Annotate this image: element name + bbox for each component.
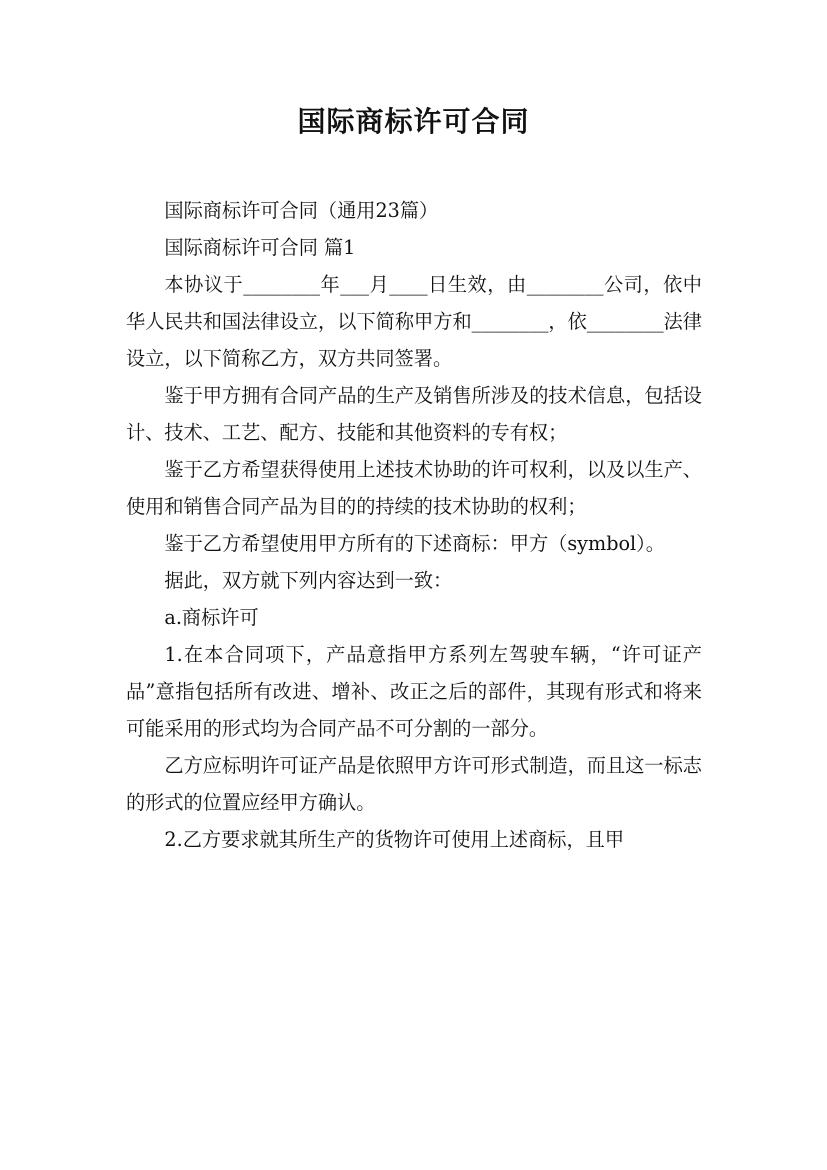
recital-technical-info: 鉴于甲方拥有合同产品的生产及销售所涉及的技术信息，包括设计、技术、工艺、配方、技能和其他资料的专有权； xyxy=(126,384,702,444)
agreement-statement: 据此，双方就下列内容达到一致： xyxy=(164,569,453,592)
recital-technical-assistance: 鉴于乙方希望获得使用上述技术协助的许可权利，以及以生产、使用和销售合同产品为目的的持续的技术协助的权利； xyxy=(126,458,702,518)
clause-1: 1.在本合同项下，产品意指甲方系列左驾驶车辆，“许可证产品”意指包括所有改进、增补、改正之后的部件，其现有形式和将来可能采用的形式均为合同产品不可分割的一部分。 xyxy=(126,643,702,740)
recital-trademark: 鉴于乙方希望使用甲方所有的下述商标：甲方（symbol）。 xyxy=(164,532,665,555)
clause-2: 2.乙方要求就其所生产的货物许可使用上述商标，且甲 xyxy=(164,828,625,851)
clause-heading-a: a.商标许可 xyxy=(164,606,259,629)
agreement-parties-paragraph: 本协议于________年___月____日生效，由________公司，依中华人民共和国法律设立，以下简称甲方和________，依________法律设立，以下简称乙方，双方共同签署。 xyxy=(126,273,702,370)
subtitle-paragraph: 国际商标许可合同（通用23篇） xyxy=(164,199,439,222)
document-body xyxy=(126,192,702,858)
clause-1-marking: 乙方应标明许可证产品是依照甲方许可形式制造，而且这一标志的形式的位置应经甲方确认。 xyxy=(126,754,702,814)
document-title: 国际商标许可合同 xyxy=(297,105,530,138)
section-heading: 国际商标许可合同 篇1 xyxy=(164,236,356,259)
